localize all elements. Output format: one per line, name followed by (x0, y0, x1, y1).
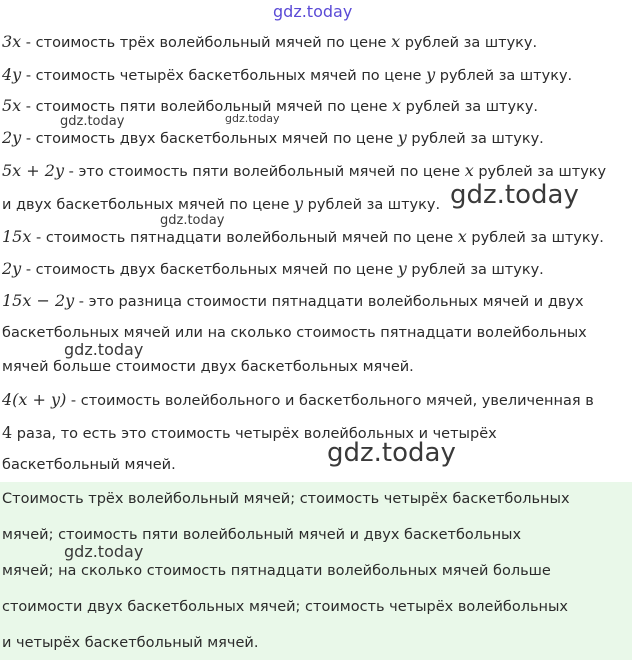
math-expression: 5x + 2y (2, 161, 64, 180)
math-expression: 2y (2, 128, 22, 147)
solution-line: мячей больше стоимости двух баскетбольных мячей. (2, 359, 414, 375)
math-number: 4 (2, 423, 13, 442)
answer-line: мячей; на сколько стоимость пятнадцати волейбольных мячей больше (2, 563, 551, 579)
math-expression: 5x (2, 96, 22, 115)
watermark: gdz.today (273, 2, 353, 21)
solution-line: и двух баскетбольных мячей по цене y рублей за штуку. (2, 194, 441, 213)
solution-line: баскетбольных мячей или на сколько стоимость пятнадцати волейбольных (2, 325, 587, 341)
watermark: gdz.today (450, 180, 579, 210)
solution-line: 2y - стоимость двух баскетбольных мячей по цене y рублей за штуку. (2, 259, 544, 278)
watermark: gdz.today (160, 213, 225, 228)
watermark: gdz.today (64, 542, 144, 561)
math-expression: 4y (2, 65, 22, 84)
watermark: gdz.today (64, 340, 144, 359)
answer-line: Стоимость трёх волейбольный мячей; стоимость четырёх баскетбольных (2, 491, 570, 507)
solution-line: 2y - стоимость двух баскетбольных мячей по цене y рублей за штуку. (2, 128, 544, 147)
solution-line: 15x − 2y - это разница стоимости пятнадцати волейбольных мячей и двух (2, 291, 584, 310)
solution-line: 3x - стоимость трёх волейбольный мячей по цене x рублей за штуку. (2, 32, 538, 51)
answer-block (0, 482, 632, 660)
math-expression: 2y (2, 259, 22, 278)
solution-line: 4(x + y) - стоимость волейбольного и баскетбольного мячей, увеличенная в (2, 390, 594, 409)
solution-line: 4 раза, то есть это стоимость четырёх волейбольных и четырёх (2, 423, 497, 442)
answer-line: и четырёх баскетбольный мячей. (2, 635, 259, 651)
solution-line: 4y - стоимость четырёх баскетбольных мячей по цене y рублей за штуку. (2, 65, 573, 84)
solution-line: баскетбольный мячей. (2, 457, 176, 473)
solution-line: 5x + 2y - это стоимость пяти волейбольный мячей по цене x рублей за штуку (2, 161, 607, 180)
solution-line: 15x - стоимость пятнадцати волейбольный мячей по цене x рублей за штуку. (2, 227, 604, 246)
math-expression: 4(x + y) (2, 390, 67, 409)
math-expression: 3x (2, 32, 22, 51)
math-expression: 15x − 2y (2, 291, 75, 310)
solution-line: 5x - стоимость пяти волейбольный мячей по цене x рублей за штуку. (2, 96, 539, 115)
watermark: gdz.today (225, 112, 280, 125)
watermark: gdz.today (327, 438, 456, 468)
answer-line: мячей; стоимость пяти волейбольный мячей и двух баскетбольных (2, 527, 522, 543)
answer-line: стоимости двух баскетбольных мячей; стоимость четырёх волейбольных (2, 599, 569, 615)
watermark: gdz.today (60, 114, 125, 129)
math-expression: 15x (2, 227, 32, 246)
